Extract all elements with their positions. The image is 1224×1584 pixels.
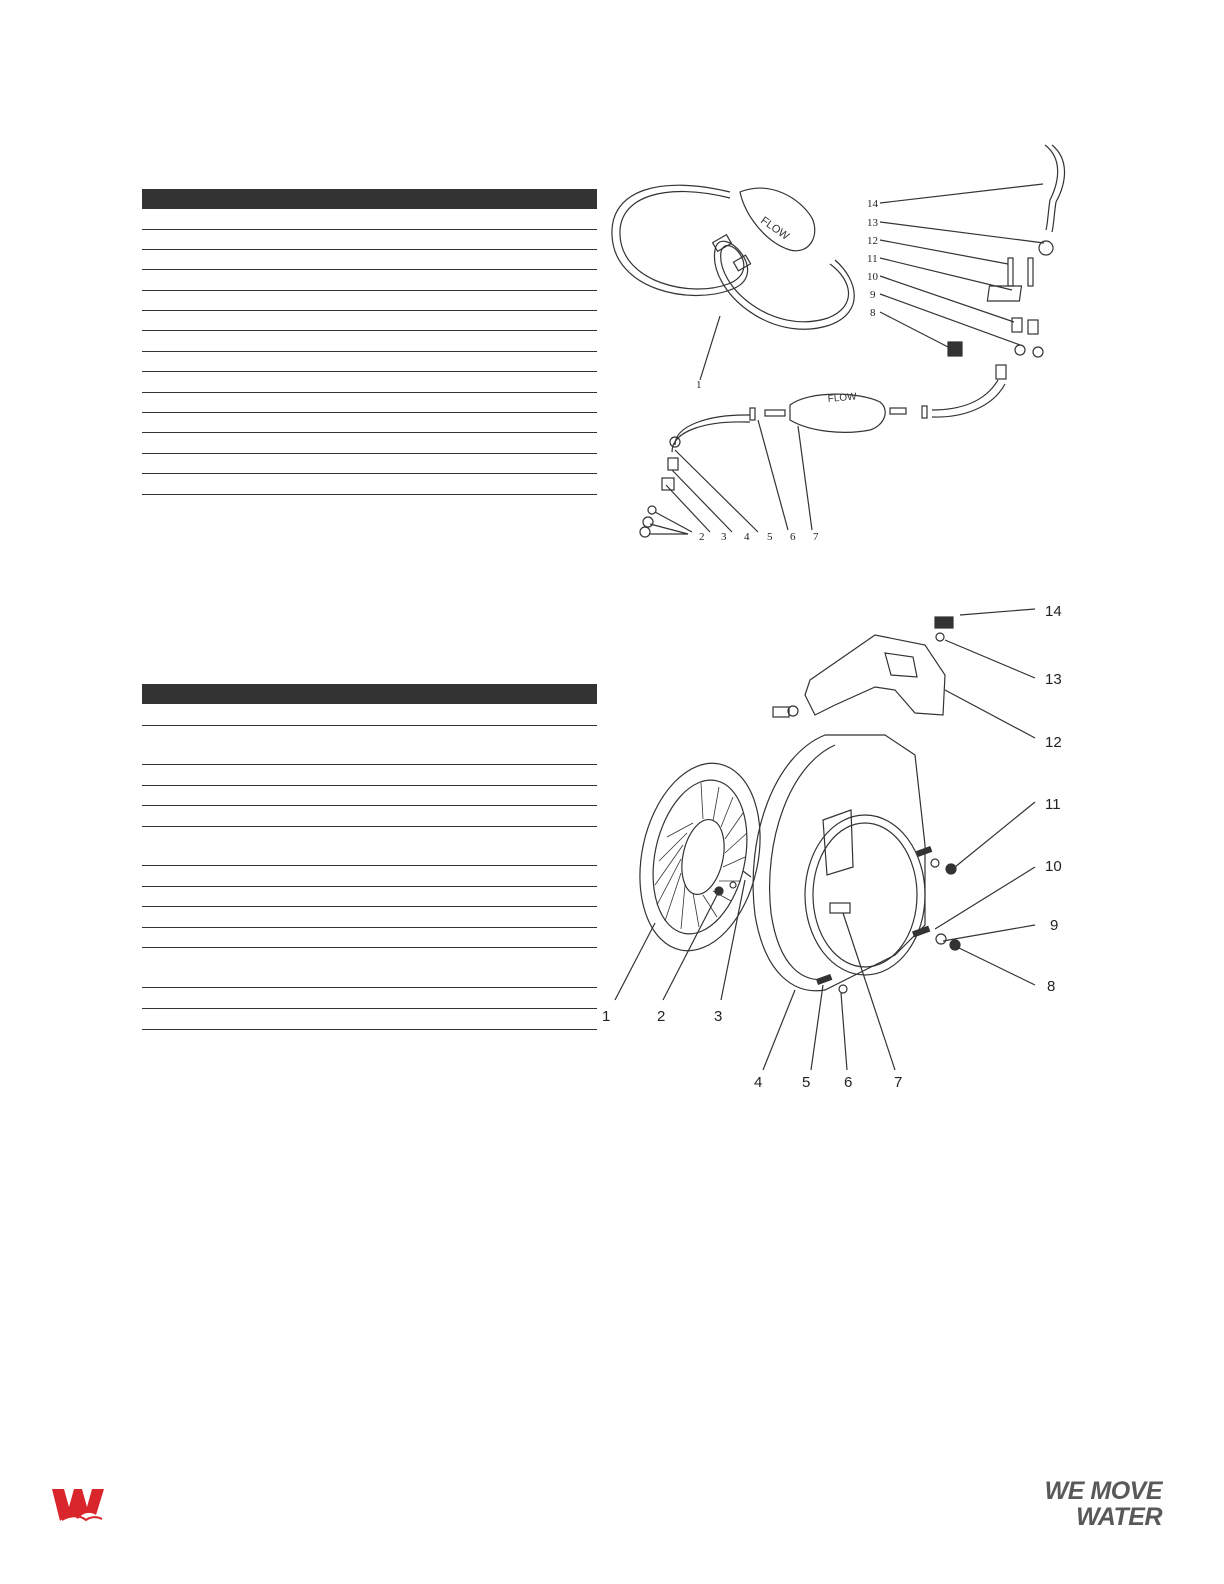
callout-1: 1 <box>602 1008 611 1025</box>
slogan-line-1: WE MOVE <box>1044 1477 1162 1505</box>
table-row <box>142 311 597 331</box>
brand-logo <box>52 1489 104 1523</box>
callout-5: 5 <box>767 531 773 543</box>
callout-2: 2 <box>699 531 705 543</box>
table-row <box>142 928 597 948</box>
callout-1: 1 <box>696 379 702 391</box>
parts-table-fuel-line <box>142 189 597 495</box>
callout-2: 2 <box>657 1008 666 1025</box>
table-row <box>142 209 597 230</box>
callout-10: 10 <box>1045 858 1062 875</box>
callout-3: 3 <box>714 1008 723 1025</box>
callout-4: 4 <box>754 1074 763 1091</box>
table-row <box>142 250 597 270</box>
table-row <box>142 230 597 250</box>
table-row <box>142 988 597 1009</box>
callout-4: 4 <box>744 531 750 543</box>
table-row <box>142 786 597 806</box>
table-row <box>142 866 597 887</box>
callout-12: 12 <box>867 235 878 247</box>
table-row <box>142 393 597 413</box>
callout-11: 11 <box>1045 796 1061 813</box>
table-row <box>142 827 597 866</box>
table-row <box>142 765 597 786</box>
callout-14: 14 <box>1045 603 1062 620</box>
table-row <box>142 726 597 765</box>
callout-13: 13 <box>867 217 878 229</box>
callout-7: 7 <box>813 531 819 543</box>
callout-10: 10 <box>867 271 878 283</box>
table-row <box>142 433 597 454</box>
callout-5: 5 <box>802 1074 811 1091</box>
callout-13: 13 <box>1045 671 1062 688</box>
callout-14: 14 <box>867 198 878 210</box>
table-row <box>142 270 597 291</box>
hose-flow-text: FLOW <box>758 214 792 243</box>
parts-table-blower-housing <box>142 684 597 1030</box>
table-row <box>142 352 597 372</box>
callout-8: 8 <box>870 307 876 319</box>
callout-9: 9 <box>1050 917 1059 934</box>
parts-table-header <box>142 684 597 704</box>
table-row <box>142 907 597 928</box>
table-row <box>142 887 597 907</box>
blower-housing-exploded-diagram <box>595 595 1075 1095</box>
callout-6: 6 <box>790 531 796 543</box>
table-row <box>142 1009 597 1030</box>
table-row <box>142 704 597 726</box>
table-row <box>142 291 597 311</box>
table-row <box>142 372 597 393</box>
table-row <box>142 454 597 474</box>
callout-3: 3 <box>721 531 727 543</box>
hose-flow-text: FLOW <box>827 391 858 405</box>
table-row <box>142 331 597 352</box>
parts-table-header <box>142 189 597 209</box>
table-row <box>142 948 597 988</box>
callout-7: 7 <box>894 1074 903 1091</box>
table-row <box>142 806 597 827</box>
table-row <box>142 474 597 495</box>
brand-slogan <box>1045 1478 1162 1530</box>
slogan-line-2: WATER <box>1076 1503 1162 1531</box>
callout-11: 11 <box>867 253 878 265</box>
callout-8: 8 <box>1047 978 1056 995</box>
callout-6: 6 <box>844 1074 853 1091</box>
fuel-line-exploded-diagram <box>600 140 1100 550</box>
table-row <box>142 413 597 433</box>
callout-9: 9 <box>870 289 876 301</box>
callout-12: 12 <box>1045 734 1062 751</box>
